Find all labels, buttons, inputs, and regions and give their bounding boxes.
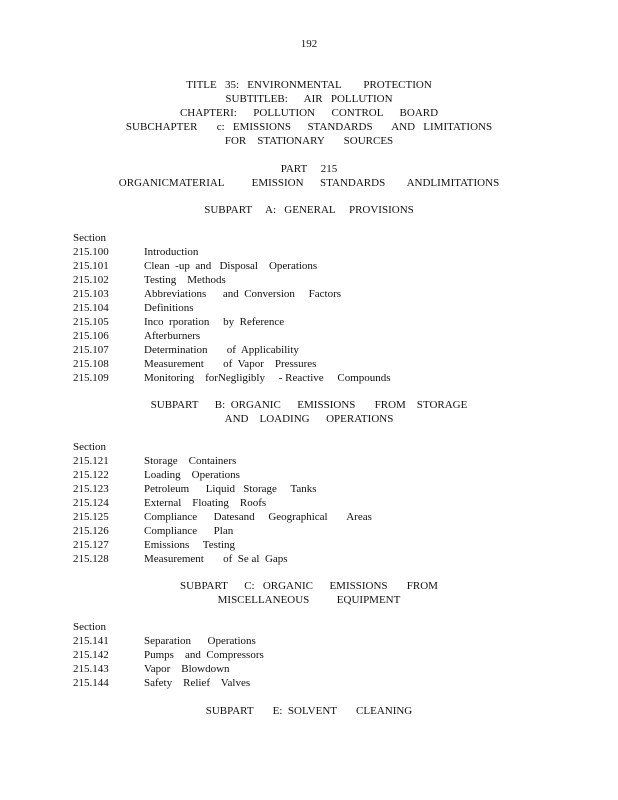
section-title: Pumps and Compressors — [144, 649, 264, 661]
list-item — [73, 538, 573, 552]
subpart-c-section-list — [73, 634, 573, 690]
section-number: 215.142 — [73, 649, 109, 661]
chapter-heading: CHAPTERI: POLLUTION CONTROL BOARD — [179, 107, 439, 119]
section-title: Measurement of Se al Gaps — [144, 553, 288, 565]
section-title: Petroleum Liquid Storage Tanks — [144, 483, 317, 495]
section-number: 215.126 — [73, 525, 109, 537]
section-number: 215.127 — [73, 539, 109, 551]
section-title: Loading Operations — [144, 469, 240, 481]
list-item — [73, 482, 573, 496]
subpart-e-heading: SUBPART E: SOLVENT CLEANING — [205, 705, 413, 717]
subpart-b-section-list — [73, 454, 573, 566]
list-item — [73, 343, 573, 357]
list-item — [73, 496, 573, 510]
section-label: Section — [73, 621, 106, 633]
list-item — [73, 552, 573, 566]
section-number: 215.121 — [73, 455, 109, 467]
section-number: 215.104 — [73, 302, 109, 314]
list-item — [73, 245, 573, 259]
section-title: Storage Containers — [144, 455, 237, 467]
subtitle-heading: SUBTITLEB: AIR POLLUTION — [225, 93, 393, 105]
list-item — [73, 468, 573, 482]
section-title: External Floating Roofs — [144, 497, 267, 509]
section-number: 215.107 — [73, 344, 109, 356]
section-title: Afterburners — [144, 330, 201, 342]
subchapter-heading-line2: FOR STATIONARY SOURCES — [224, 135, 394, 147]
section-number: 215.144 — [73, 677, 109, 689]
section-title: Vapor Blowdown — [144, 663, 230, 675]
subpart-a-section-list — [73, 245, 573, 385]
section-number: 215.125 — [73, 511, 109, 523]
section-number: 215.102 — [73, 274, 109, 286]
part-number-heading: PART 215 — [280, 163, 338, 175]
section-number: 215.124 — [73, 497, 109, 509]
section-number: 215.105 — [73, 316, 109, 328]
section-number: 215.141 — [73, 635, 109, 647]
list-item — [73, 259, 573, 273]
section-number: 215.143 — [73, 663, 109, 675]
list-item — [73, 357, 573, 371]
subpart-c-heading: SUBPART C: ORGANIC EMISSIONS FROM — [180, 580, 438, 592]
list-item — [73, 329, 573, 343]
section-number: 215.103 — [73, 288, 109, 300]
subpart-c-heading-line2: MISCELLANEOUS EQUIPMENT — [217, 594, 401, 606]
section-title: Definitions — [144, 302, 194, 314]
list-item — [73, 634, 573, 648]
section-title: Inco rporation by Reference — [144, 316, 285, 328]
section-number: 215.109 — [73, 372, 109, 384]
list-item — [73, 676, 573, 690]
subpart-b-heading-line2: AND LOADING OPERATIONS — [224, 413, 394, 425]
section-number: 215.106 — [73, 330, 109, 342]
section-title: Testing Methods — [144, 274, 226, 286]
list-item — [73, 315, 573, 329]
section-title: Measurement of Vapor Pressures — [144, 358, 317, 370]
part-title-heading: ORGANICMATERIAL EMISSION STANDARDS ANDLIMITATIONS — [118, 177, 500, 189]
list-item — [73, 301, 573, 315]
section-number: 215.108 — [73, 358, 109, 370]
list-item — [73, 648, 573, 662]
subchapter-heading: SUBCHAPTER c: EMISSIONS STANDARDS AND LIMITATIONS — [125, 121, 493, 133]
section-title: Monitoring forNegligibly - Reactive Compounds — [144, 372, 391, 384]
subpart-a-heading: SUBPART A: GENERAL PROVISIONS — [204, 204, 414, 216]
title-heading: TITLE 35: ENVIRONMENTAL PROTECTION — [186, 79, 432, 91]
list-item — [73, 510, 573, 524]
list-item — [73, 454, 573, 468]
section-title: Emissions Testing — [144, 539, 236, 551]
list-item — [73, 662, 573, 676]
section-number: 215.101 — [73, 260, 109, 272]
section-title: Introduction — [144, 246, 199, 258]
page-number: 192 — [300, 38, 318, 50]
list-item — [73, 287, 573, 301]
section-title: Safety Relief Valves — [144, 677, 251, 689]
list-item — [73, 273, 573, 287]
section-title: Compliance Plan — [144, 525, 234, 537]
section-number: 215.123 — [73, 483, 109, 495]
section-title: Determination of Applicability — [144, 344, 299, 356]
section-number: 215.128 — [73, 553, 109, 565]
section-number: 215.122 — [73, 469, 109, 481]
section-title: Clean -up and Disposal Operations — [144, 260, 318, 272]
section-title: Separation Operations — [144, 635, 256, 647]
section-title: Abbreviations and Conversion Factors — [144, 288, 342, 300]
section-label: Section — [73, 232, 106, 244]
section-number: 215.100 — [73, 246, 109, 258]
subpart-b-heading: SUBPART B: ORGANIC EMISSIONS FROM STORAGE — [150, 399, 468, 411]
list-item — [73, 524, 573, 538]
section-label: Section — [73, 441, 106, 453]
section-title: Compliance Datesand Geographical Areas — [144, 511, 372, 523]
list-item — [73, 371, 573, 385]
